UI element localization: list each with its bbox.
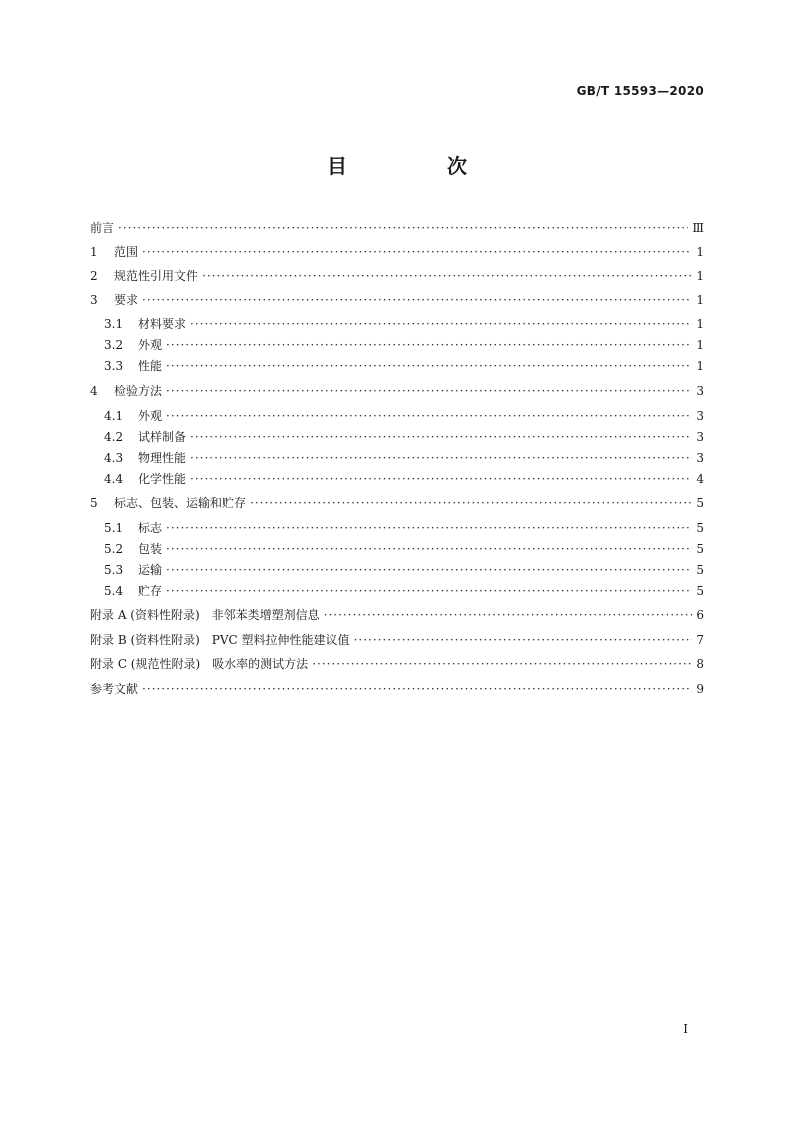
toc-entry-page: 3 <box>696 430 704 444</box>
toc-entry-page: Ⅲ <box>692 221 704 235</box>
toc-entry-page: 5 <box>696 521 704 535</box>
toc-entry-label: 标志 <box>138 521 163 535</box>
toc-entry-number: 5.2 <box>104 542 124 556</box>
toc-entry-label: 性能 <box>138 359 163 373</box>
toc-entry-label: 物理性能 <box>138 451 187 465</box>
page-title: 目 次 <box>327 154 507 178</box>
dot-leader <box>166 539 692 559</box>
toc-entry-page: 8 <box>696 657 704 671</box>
toc-entry-number: 4.3 <box>104 451 124 465</box>
toc-entry-page: 6 <box>696 608 704 622</box>
toc-entry-number: 5.3 <box>104 563 124 577</box>
dot-leader <box>166 518 692 538</box>
toc-entry-label: 前言 <box>90 221 115 235</box>
dot-leader <box>324 605 692 625</box>
toc-entry-number: 4 <box>90 384 98 398</box>
standard-code: GB/T 15593—2020 <box>576 84 704 98</box>
toc-entry-label: 参考文献 <box>90 682 139 696</box>
toc-entry[interactable] <box>90 581 704 601</box>
dot-leader <box>142 679 692 699</box>
toc-entry-page: 9 <box>696 682 704 696</box>
toc-entry[interactable] <box>90 381 704 401</box>
toc-entry-number: 3 <box>90 293 98 307</box>
toc-entry-label: 标志、包装、运输和贮存 <box>114 496 247 510</box>
toc-entry-page: 4 <box>696 472 704 486</box>
toc-entry-number: 4.2 <box>104 430 124 444</box>
toc-entry-label: 范围 <box>114 245 139 259</box>
toc-entry[interactable] <box>90 654 704 674</box>
toc-entry-page: 7 <box>696 633 704 647</box>
toc-entry[interactable] <box>90 406 704 426</box>
toc-entry-page: 5 <box>696 496 704 510</box>
dot-leader <box>190 469 692 489</box>
toc-entry-number: 1 <box>90 245 98 259</box>
toc-entry-label: 化学性能 <box>138 472 187 486</box>
toc-entry-page: 5 <box>696 584 704 598</box>
dot-leader <box>166 560 692 580</box>
toc-entry[interactable] <box>90 605 704 625</box>
toc-entry-page: 3 <box>696 409 704 423</box>
toc-entry[interactable] <box>90 356 704 376</box>
toc-entry-page: 1 <box>696 269 704 283</box>
dot-leader <box>166 335 692 355</box>
toc-entry[interactable] <box>90 314 704 334</box>
toc-entry-page: 3 <box>696 384 704 398</box>
toc-entry-page: 1 <box>696 317 704 331</box>
dot-leader <box>250 493 692 513</box>
toc-entry-label: 运输 <box>138 563 163 577</box>
toc-entry-label: 贮存 <box>138 584 163 598</box>
dot-leader <box>142 242 692 262</box>
toc-entry-label: 试样制备 <box>138 430 187 444</box>
toc-entry-label: 附录 A (资料性附录) 非邻苯类增塑剂信息 <box>90 608 320 622</box>
toc-entry-page: 1 <box>696 359 704 373</box>
toc-entry[interactable] <box>90 679 704 699</box>
toc-entry-number: 4.4 <box>104 472 124 486</box>
dot-leader <box>118 218 688 238</box>
toc-entry-page: 5 <box>696 563 704 577</box>
toc-entry-label: 外观 <box>138 338 163 352</box>
dot-leader <box>142 290 692 310</box>
toc-entry-label: 外观 <box>138 409 163 423</box>
toc-entry-number: 3.3 <box>104 359 124 373</box>
toc-entry[interactable] <box>90 242 704 262</box>
dot-leader <box>166 356 692 376</box>
dot-leader <box>190 427 692 447</box>
dot-leader <box>354 630 692 650</box>
dot-leader <box>166 581 692 601</box>
toc-entry-number: 2 <box>90 269 98 283</box>
toc-entry[interactable] <box>90 448 704 468</box>
toc-entry-page: 1 <box>696 245 704 259</box>
dot-leader <box>202 266 692 286</box>
toc-entry-page: 3 <box>696 451 704 465</box>
toc-entry-label: 要求 <box>114 293 139 307</box>
toc-entry[interactable] <box>90 630 704 650</box>
toc-entry[interactable] <box>90 469 704 489</box>
toc-entry[interactable] <box>90 560 704 580</box>
toc-entry-label: 包装 <box>138 542 163 556</box>
toc-entry-number: 3.1 <box>104 317 124 331</box>
toc-entry-page: 5 <box>696 542 704 556</box>
toc-entry-label: 材料要求 <box>138 317 187 331</box>
toc-entry-number: 5.4 <box>104 584 124 598</box>
toc-entry-number: 5 <box>90 496 98 510</box>
toc-entry-label: 附录 C (规范性附录) 吸水率的测试方法 <box>90 657 309 671</box>
toc-entry-page: 1 <box>696 293 704 307</box>
toc-entry[interactable] <box>90 539 704 559</box>
dot-leader <box>190 448 692 468</box>
dot-leader <box>190 314 692 334</box>
dot-leader <box>312 654 692 674</box>
toc-entry-label: 规范性引用文件 <box>114 269 199 283</box>
toc-entry-number: 5.1 <box>104 521 124 535</box>
toc-entry[interactable] <box>90 290 704 310</box>
toc-entry-label: 检验方法 <box>114 384 163 398</box>
dot-leader <box>166 381 692 401</box>
toc-entry[interactable] <box>90 493 704 513</box>
dot-leader <box>166 406 692 426</box>
toc-entry-number: 3.2 <box>104 338 124 352</box>
toc-entry[interactable] <box>90 266 704 286</box>
toc-entry[interactable] <box>90 218 704 238</box>
toc-entry-number: 4.1 <box>104 409 124 423</box>
toc-entry[interactable] <box>90 518 704 538</box>
toc-entry-page: 1 <box>696 338 704 352</box>
toc-entry[interactable] <box>90 335 704 355</box>
page-number: I <box>683 1022 688 1036</box>
toc-entry[interactable] <box>90 427 704 447</box>
toc-entry-label: 附录 B (资料性附录) PVC 塑料拉伸性能建议值 <box>90 633 350 647</box>
